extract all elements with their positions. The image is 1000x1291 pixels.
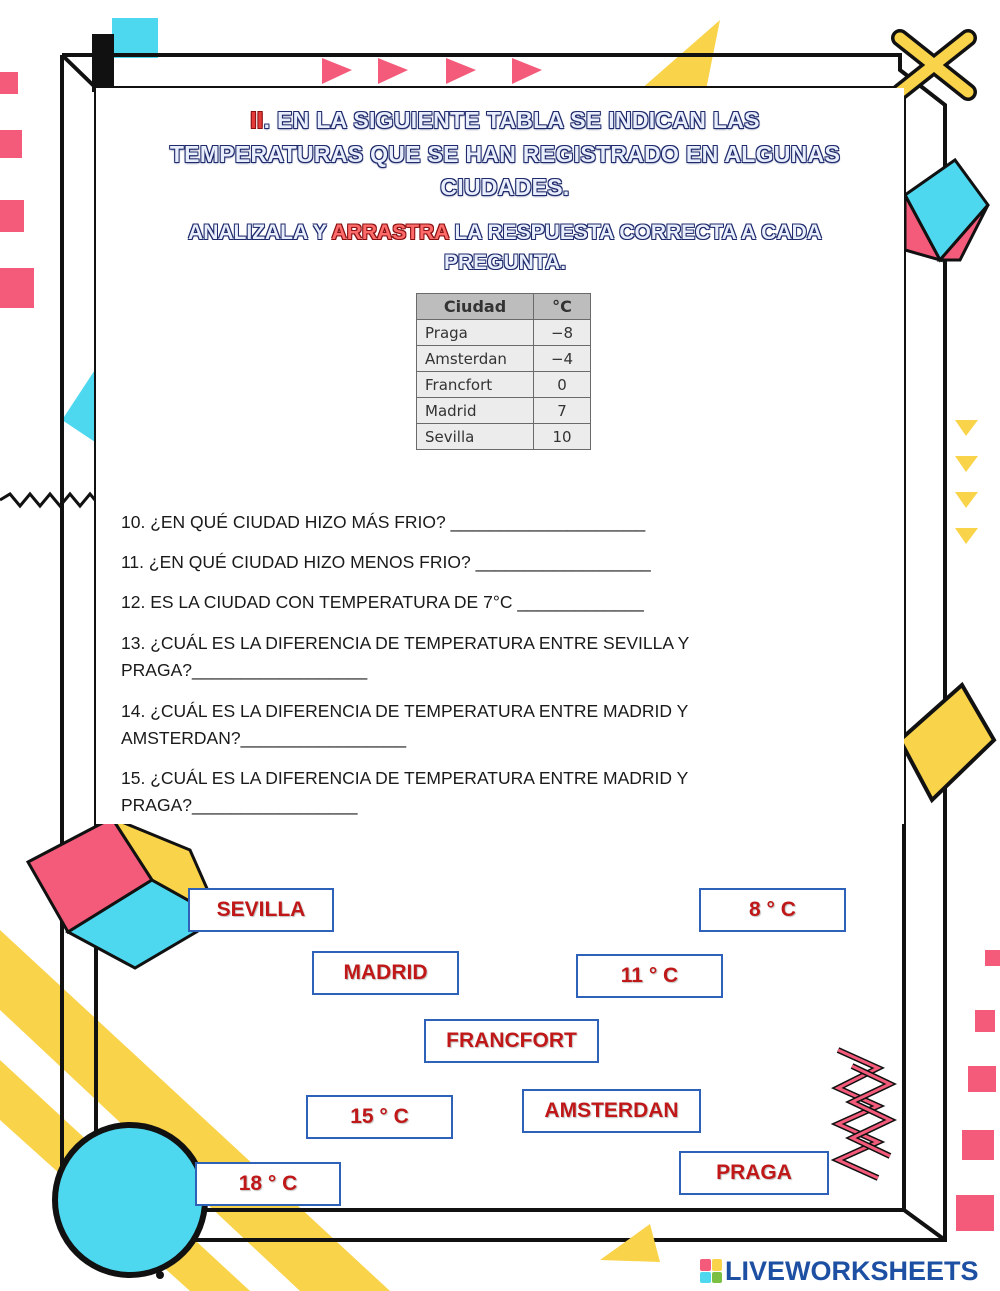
yellow-tri-r1 [955, 420, 978, 436]
question-11 [121, 549, 781, 576]
instruction-line-2: PREGUNTA. [443, 251, 567, 274]
brand-text: LIVEWORKSHEETS [725, 1255, 979, 1286]
frame-corner-br [904, 1210, 945, 1240]
title-line-1-text: . EN LA SIGUIENTE TABLA SE INDICAN LAS [263, 107, 760, 133]
header-city: Ciudad [417, 294, 534, 320]
pink-bar-r4 [962, 1130, 994, 1160]
temp-cell: −4 [534, 346, 591, 372]
table-row [417, 346, 591, 372]
frame-corner [62, 55, 96, 88]
temp-cell: 7 [534, 398, 591, 424]
yellow-triangle-bottom [600, 1224, 660, 1262]
temp-cell: 0 [534, 372, 591, 398]
yellow-tri-r3 [955, 492, 978, 508]
title-roman-numeral: II [250, 107, 264, 133]
answer-8-c[interactable]: 8 ° C [699, 888, 846, 932]
cyan-square-top [112, 18, 158, 58]
question-11-text: 11. ¿EN QUÉ CIUDAD HIZO MENOS FRIO? __________________ [121, 552, 651, 572]
temperature-table [416, 293, 591, 450]
city-cell: Francfort [417, 372, 534, 398]
title-line-2: TEMPERATURAS QUE SE HAN REGISTRADO EN ALGUNAS [169, 141, 841, 167]
table-row [417, 372, 591, 398]
table-row [417, 424, 591, 450]
city-cell: Sevilla [417, 424, 534, 450]
question-13 [121, 630, 781, 684]
yellow-diamond [900, 685, 994, 800]
header-temp: °C [534, 294, 591, 320]
pink-arrow-1 [322, 58, 352, 84]
table-row [417, 320, 591, 346]
yellow-tri-r4 [955, 528, 978, 544]
question-14-line-1: 14. ¿CUÁL ES LA DIFERENCIA DE TEMPERATURA ENTRE MADRID Y [121, 701, 689, 721]
city-cell: Praga [417, 320, 534, 346]
pink-bar-r5 [956, 1195, 994, 1231]
instruction-part2: LA RESPUESTA CORRECTA A CADA [448, 221, 822, 244]
question-13-line-2: PRAGA?__________________ [121, 660, 368, 680]
yellow-tri-r2 [955, 456, 978, 472]
question-14-line-2: AMSTERDAN?_________________ [121, 728, 407, 748]
answer-praga[interactable]: PRAGA [679, 1151, 829, 1195]
pink-bar-2 [0, 130, 22, 158]
question-12 [121, 589, 781, 616]
question-15-line-1: 15. ¿CUÁL ES LA DIFERENCIA DE TEMPERATURA ENTRE MADRID Y [121, 768, 689, 788]
pink-arrow-3 [446, 58, 476, 84]
pink-arrow-2 [378, 58, 408, 84]
answer-sevilla[interactable]: SEVILLA [188, 888, 334, 932]
pink-bar-1 [0, 72, 18, 94]
zigzag-left [0, 494, 100, 506]
question-14 [121, 698, 781, 752]
question-13-line-1: 13. ¿CUÁL ES LA DIFERENCIA DE TEMPERATURA ENTRE SEVILLA Y [121, 633, 690, 653]
question-10-text: 10. ¿EN QUÉ CIUDAD HIZO MÁS FRIO? ____________________ [121, 512, 646, 532]
title-line-3: CIUDADES. [440, 174, 570, 200]
table-row [417, 398, 591, 424]
black-dot [156, 1271, 164, 1279]
answer-11-c[interactable]: 11 ° C [576, 954, 723, 998]
answer-francfort[interactable]: FRANCFORT [424, 1019, 599, 1063]
question-15 [121, 765, 781, 819]
cyan-circle [55, 1125, 205, 1275]
table-header-row [417, 294, 591, 320]
pink-bar-4 [0, 268, 34, 308]
title-line-1 [110, 103, 900, 137]
pink-bar-3 [0, 200, 24, 232]
answer-madrid[interactable]: MADRID [312, 951, 459, 995]
answer-amsterdan[interactable]: AMSTERDAN [522, 1089, 701, 1133]
question-10 [121, 509, 781, 536]
answer-18-c[interactable]: 18 ° C [195, 1162, 341, 1206]
pink-bar-r1 [985, 950, 1000, 966]
cube-right [905, 160, 988, 260]
question-15-line-2: PRAGA?_________________ [121, 795, 358, 815]
liveworksheets-logo-icon [700, 1259, 722, 1283]
instruction-line-1 [110, 218, 900, 248]
yellow-x-mark [900, 38, 968, 92]
pink-bar-r2 [975, 1010, 995, 1032]
black-square-top [92, 34, 114, 92]
temp-cell: 10 [534, 424, 591, 450]
city-cell: Madrid [417, 398, 534, 424]
answer-15-c[interactable]: 15 ° C [306, 1095, 453, 1139]
city-cell: Amsterdan [417, 346, 534, 372]
instruction-highlight: ARRASTRA [331, 221, 449, 244]
question-12-text: 12. ES LA CIUDAD CON TEMPERATURA DE 7°C _____________ [121, 592, 644, 612]
temp-cell: −8 [534, 320, 591, 346]
pink-arrow-4 [512, 58, 542, 84]
instruction-part1: ANALIZALA Y [188, 221, 332, 244]
liveworksheets-brand [700, 1256, 979, 1286]
pink-bar-r3 [968, 1066, 996, 1092]
